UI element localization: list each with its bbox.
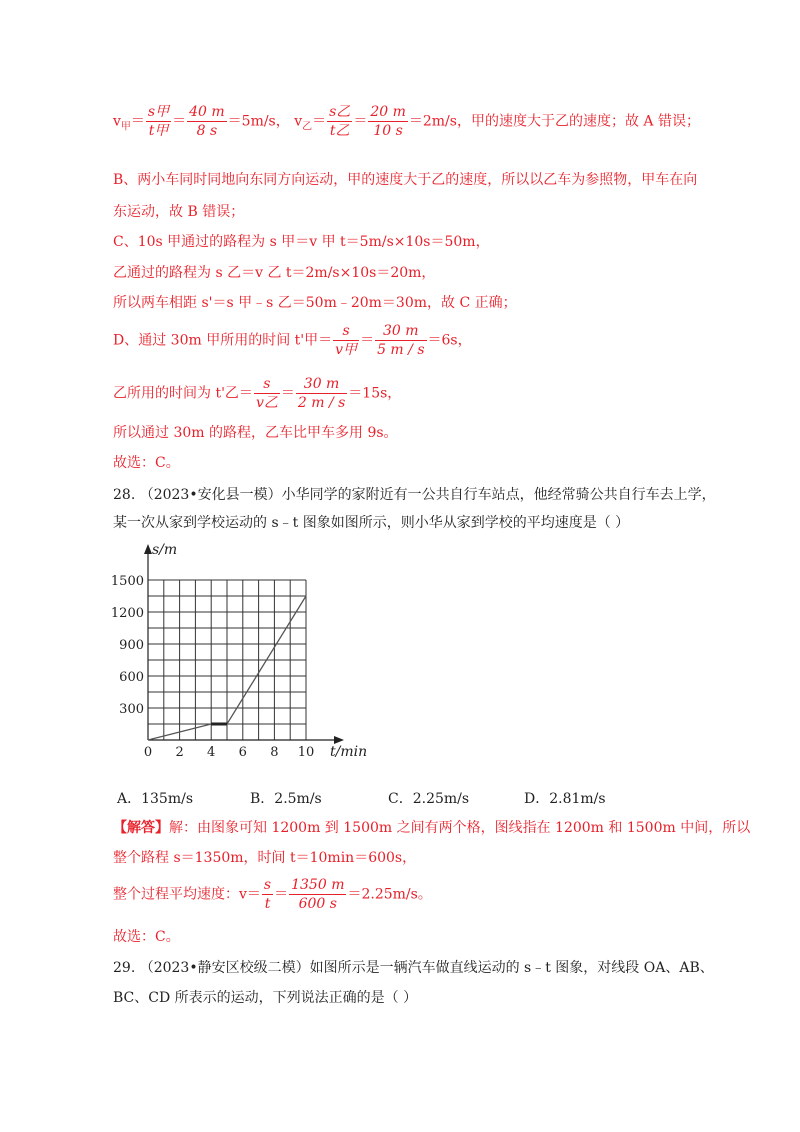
answer-tag: 【解答】	[113, 820, 169, 836]
sol27-line-b2: 东运动，故 B 错误；	[113, 204, 245, 220]
q28-answer-line3: 整个过程平均速度：v＝ $\frac{s}{t}$ ＝ $\frac{1350 m}{600 s}$ ＝2.25m/s。	[113, 877, 432, 912]
option-b[interactable]: B．2.5m/s	[250, 791, 322, 807]
q28-choice: 故选：C。	[113, 929, 180, 945]
sol27-line-d3: 所以通过 30m 的路程，乙车比甲车多用 9s。	[113, 425, 398, 441]
sol27-line-d1: D、通过 30m 甲所用的时间 t'甲＝ $\frac{s}{\text{v甲}}$ ＝ $\frac{30 m}{5 m / s}$ ＝6s，	[113, 323, 472, 358]
x-tick-label: 2	[175, 745, 184, 760]
x-tick-label: 4	[207, 745, 216, 760]
chart-ticks	[111, 574, 314, 760]
q28-line2: 某一次从家到学校运动的 s﹣t 图象如图所示，则小华从家到学校的平均速度是（ ）	[113, 515, 630, 531]
option-d[interactable]: D．2.81m/s	[524, 791, 606, 807]
sol27-line-c1: C、10s 甲通过的路程为 s 甲＝v 甲 t＝5m/s×10s＝50m，	[113, 234, 490, 250]
sol27-line-d2: 乙所用的时间为 t'乙＝ $\frac{s}{\text{v乙}}$ ＝ $\frac{30 m}{2 m / s}$ ＝15s，	[113, 376, 402, 411]
x-tick-label: 10	[297, 745, 315, 760]
q29-line1: 29. （2023•静安区校级二模）如图所示是一辆汽车做直线运动的 s﹣t 图象，对线段 OA、AB、	[113, 960, 714, 976]
y-axis-label: s/m	[152, 542, 178, 558]
q28-answer-line2: 整个路程 s＝1350m，时间 t＝10min＝600s，	[113, 850, 417, 866]
x-axis-arrow	[334, 736, 344, 744]
sol27-line1: $v_甲=$ $\frac{\text{s甲}}{\text{t甲}}$ ＝ $\frac{40 m}{8 s}$ ＝5m/s， $v_乙=$ $\frac{\text{s乙}}{\text{t乙}}$ ＝ $\frac{20 m}{10 s}$ ＝2m/s，甲的速度大于乙的速度；故 A 错误；	[113, 104, 700, 139]
y-axis-arrow	[144, 544, 152, 554]
q29-line2: BC、CD 所表示的运动，下列说法正确的是（ ）	[113, 990, 418, 1006]
y-tick-label: 1500	[110, 574, 144, 589]
y-tick-label: 1200	[110, 606, 144, 621]
x-tick-label: 6	[238, 745, 247, 760]
x-tick-label: 8	[270, 745, 279, 760]
s-t-chart	[110, 540, 380, 768]
q28-answer-line1: 【解答】解：由图象可知 1200m 到 1500m 之间有两个格，图线指在 1200m 和 1500m 中间，所以	[113, 820, 751, 836]
q28-line1: 28. （2023•安化县一模）小华同学的家附近有一公共自行车站点，他经常骑公共自行车去上学，	[113, 487, 716, 503]
sol27-line-b1: B、两小车同时同地向东同方向运动，甲的速度大于乙的速度，所以以乙车为参照物，甲车在向	[113, 172, 698, 188]
sol27-line-c2: 乙通过的路程为 s 乙＝v 乙 t＝2m/s×10s＝20m，	[113, 265, 436, 281]
option-c[interactable]: C．2.25m/s	[388, 791, 470, 807]
chart-grid	[148, 580, 306, 740]
sol27-line-c3: 所以两车相距 s'＝s 甲﹣s 乙＝50m﹣20m＝30m，故 C 正确；	[113, 295, 517, 311]
x-tick-label: 0	[143, 745, 153, 760]
option-a[interactable]: A．135m/s	[117, 791, 194, 807]
y-tick-label: 600	[119, 670, 144, 685]
y-tick-label: 300	[119, 702, 144, 717]
sol27-choice: 故选：C。	[113, 455, 180, 471]
y-tick-label: 900	[119, 638, 144, 653]
x-axis-label: t/min	[330, 744, 368, 760]
